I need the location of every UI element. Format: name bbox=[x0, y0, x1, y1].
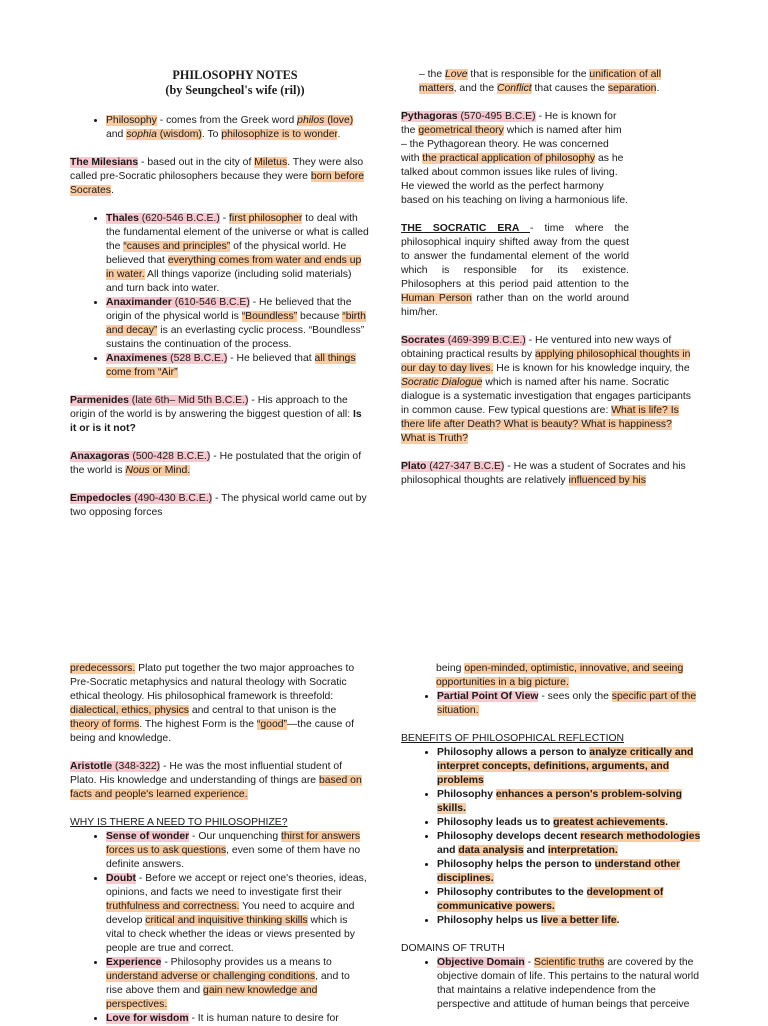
benefits-heading: BENEFITS OF PHILOSOPHICAL REFLECTION bbox=[401, 733, 625, 744]
plato-continued-paragraph: predecessors. Plato put together the two major approaches to Pre-Socratic metaphysics and natural theology with Socratic ethical theology. His philosophical framework is threefold: dialectical, ethics, physics and central to that unison is the theory of forms. The highest Form is the “good”—the cause of being and knowledge. bbox=[70, 663, 355, 744]
parmenides-paragraph: Parmenides (late 6th– Mid 5th B.C.E.) - His approach to the origin of the world is by answering the biggest question of all: Is it or is it not? bbox=[70, 395, 362, 434]
love-conflict-paragraph: – the Love that is responsible for the unification of all matters, and the Conflict that causes the separation. bbox=[419, 69, 662, 94]
milesians-paragraph: The Milesians - based out in the city of Miletus. They were also called pre-Socratic philosophers because they were born before Socrates. bbox=[70, 157, 365, 196]
philosophy-definition: • Philosophy - comes from the Greek word philos (love) and sophia (wisdom). To philosophize is to wonder. bbox=[106, 114, 370, 142]
benefit-item: • Philosophy enhances a person's problem-solving skills. bbox=[437, 788, 701, 816]
benefit-item: • Philosophy helps the person to understand other disciplines. bbox=[437, 858, 701, 886]
benefit-item: • Philosophy leads us to greatest achievements. bbox=[437, 816, 701, 830]
benefit-item: • Philosophy contributes to the development of communicative powers. bbox=[437, 886, 701, 914]
why-philosophize-list bbox=[70, 830, 368, 1026]
socratic-era-paragraph: THE SOCRATIC ERA - time where the philosophical inquiry shifted away from the quest to answer the fundamental element of the world which is responsible for its existence. Philosophers at this period paid attention to the Human Person rather than on the world around him/her. bbox=[401, 223, 630, 318]
anaximander-item: • Anaximander (610-546 B.C.E) - He believed that the origin of the physical world is “Boundless” because “birth and decay” is an everlasting cyclic process. “Boundless” sustains the continuation of the process. bbox=[106, 296, 370, 352]
sense-of-wonder-item: • Sense of wonder - Our unquenching thirst for answers forces us to ask questions, even some of them have no definite answers. bbox=[106, 830, 368, 872]
love-for-wisdom-item: • Love for wisdom - It is human nature to desire for bbox=[106, 1012, 368, 1026]
document-title-block bbox=[120, 68, 350, 98]
philosophy-definition-list bbox=[70, 114, 370, 142]
page-subtitle: (by Seungcheol's wife (ril)) bbox=[165, 83, 305, 97]
column-4 bbox=[401, 662, 701, 1012]
doubt-item: • Doubt - Before we accept or reject one's theories, ideas, opinions, and facts we need to investigate first their truthfulness and correctness. You need to acquire and develop critical and inquisitive thinking skills which is vital to check whether the ideas or views presented by people are true and correct. bbox=[106, 872, 368, 956]
milesian-philosophers-list bbox=[70, 212, 370, 380]
benefit-item: • Philosophy helps us live a better life. bbox=[437, 914, 701, 928]
aristotle-paragraph: Aristotle (348-322) - He was the most influential student of Plato. His knowledge and understanding of things are based on facts and people's learned experience. bbox=[70, 761, 362, 800]
anaxagoras-paragraph: Anaxagoras (500-428 B.C.E.) - He postulated that the origin of the world is Nous or Mind. bbox=[70, 451, 362, 476]
empedocles-paragraph: Empedocles (490-430 B.C.E.) - The physical world came out by two opposing forces bbox=[70, 493, 367, 518]
experience-item: • Experience - Philosophy provides us a means to understand adverse or challenging conditions, and to rise above them and gain new knowledge and perspectives. bbox=[106, 956, 368, 1012]
domains-list bbox=[401, 956, 701, 1012]
socrates-paragraph: Socrates (469-399 B.C.E.) - He ventured into new ways of obtaining practical results by applying philosophical thoughts in our day to day lives. He is known for his knowledge inquiry, the Socratic Dialogue which is named after his name. Socratic dialogue is a systematic investigation that engages participants in common cause. Few typical questions are: What is life? Is there life after Death? What is beauty? What is happiness? What is Truth? bbox=[401, 335, 691, 444]
page-title: PHILOSOPHY NOTES bbox=[172, 68, 298, 82]
anaximenes-item: • Anaximenes (528 B.C.E.) - He believed that all things come from “Air” bbox=[106, 352, 370, 380]
domains-heading: DOMAINS OF TRUTH bbox=[401, 943, 505, 954]
plato-paragraph: Plato (427-347 B.C.E) - He was a student of Socrates and his philosophical thoughts are relatively influenced by his bbox=[401, 461, 686, 486]
why-philosophize-heading: WHY IS THERE A NEED TO PHILOSOPHIZE? bbox=[70, 817, 288, 828]
benefits-list bbox=[401, 746, 701, 928]
thales-item: • Thales (620-546 B.C.E.) - first philosopher to deal with the fundamental element of the universe or what is called the “causes and principles” of the physical world. He believed that everything comes from water and ends up in water. All things vaporize (including solid materials) and turn back into water. bbox=[106, 212, 370, 296]
column-2 bbox=[401, 68, 697, 488]
benefit-item: • Philosophy develops decent research methodologies and data analysis and interpretation. bbox=[437, 830, 701, 858]
benefit-item: • Philosophy allows a person to analyze critically and interpret concepts, definitions, arguments, and problems bbox=[437, 746, 701, 788]
point-of-view-list bbox=[401, 690, 701, 718]
column-3 bbox=[70, 662, 368, 1026]
column-1 bbox=[70, 114, 370, 520]
partial-point-of-view-item: • Partial Point Of View - sees only the specific part of the situation. bbox=[437, 690, 701, 718]
big-picture-continuation: being open-minded, optimistic, innovative, and seeing opportunities in a big picture. bbox=[436, 663, 684, 688]
pythagoras-paragraph: Pythagoras (570-495 B.C.E) - He is known for the geometrical theory which is named after him – the Pythagorean theory. He was concerned with the practical application of philosophy as he talked about common issues like rules of living. He viewed the world as the perfect harmony based on his teaching on living a harmonious life. bbox=[401, 111, 629, 206]
objective-domain-item: • Objective Domain - Scientific truths are covered by the objective domain of life. This pertains to the natural world that maintains a relative independence from the perspective and attitude of human beings that perceive bbox=[437, 956, 701, 1012]
